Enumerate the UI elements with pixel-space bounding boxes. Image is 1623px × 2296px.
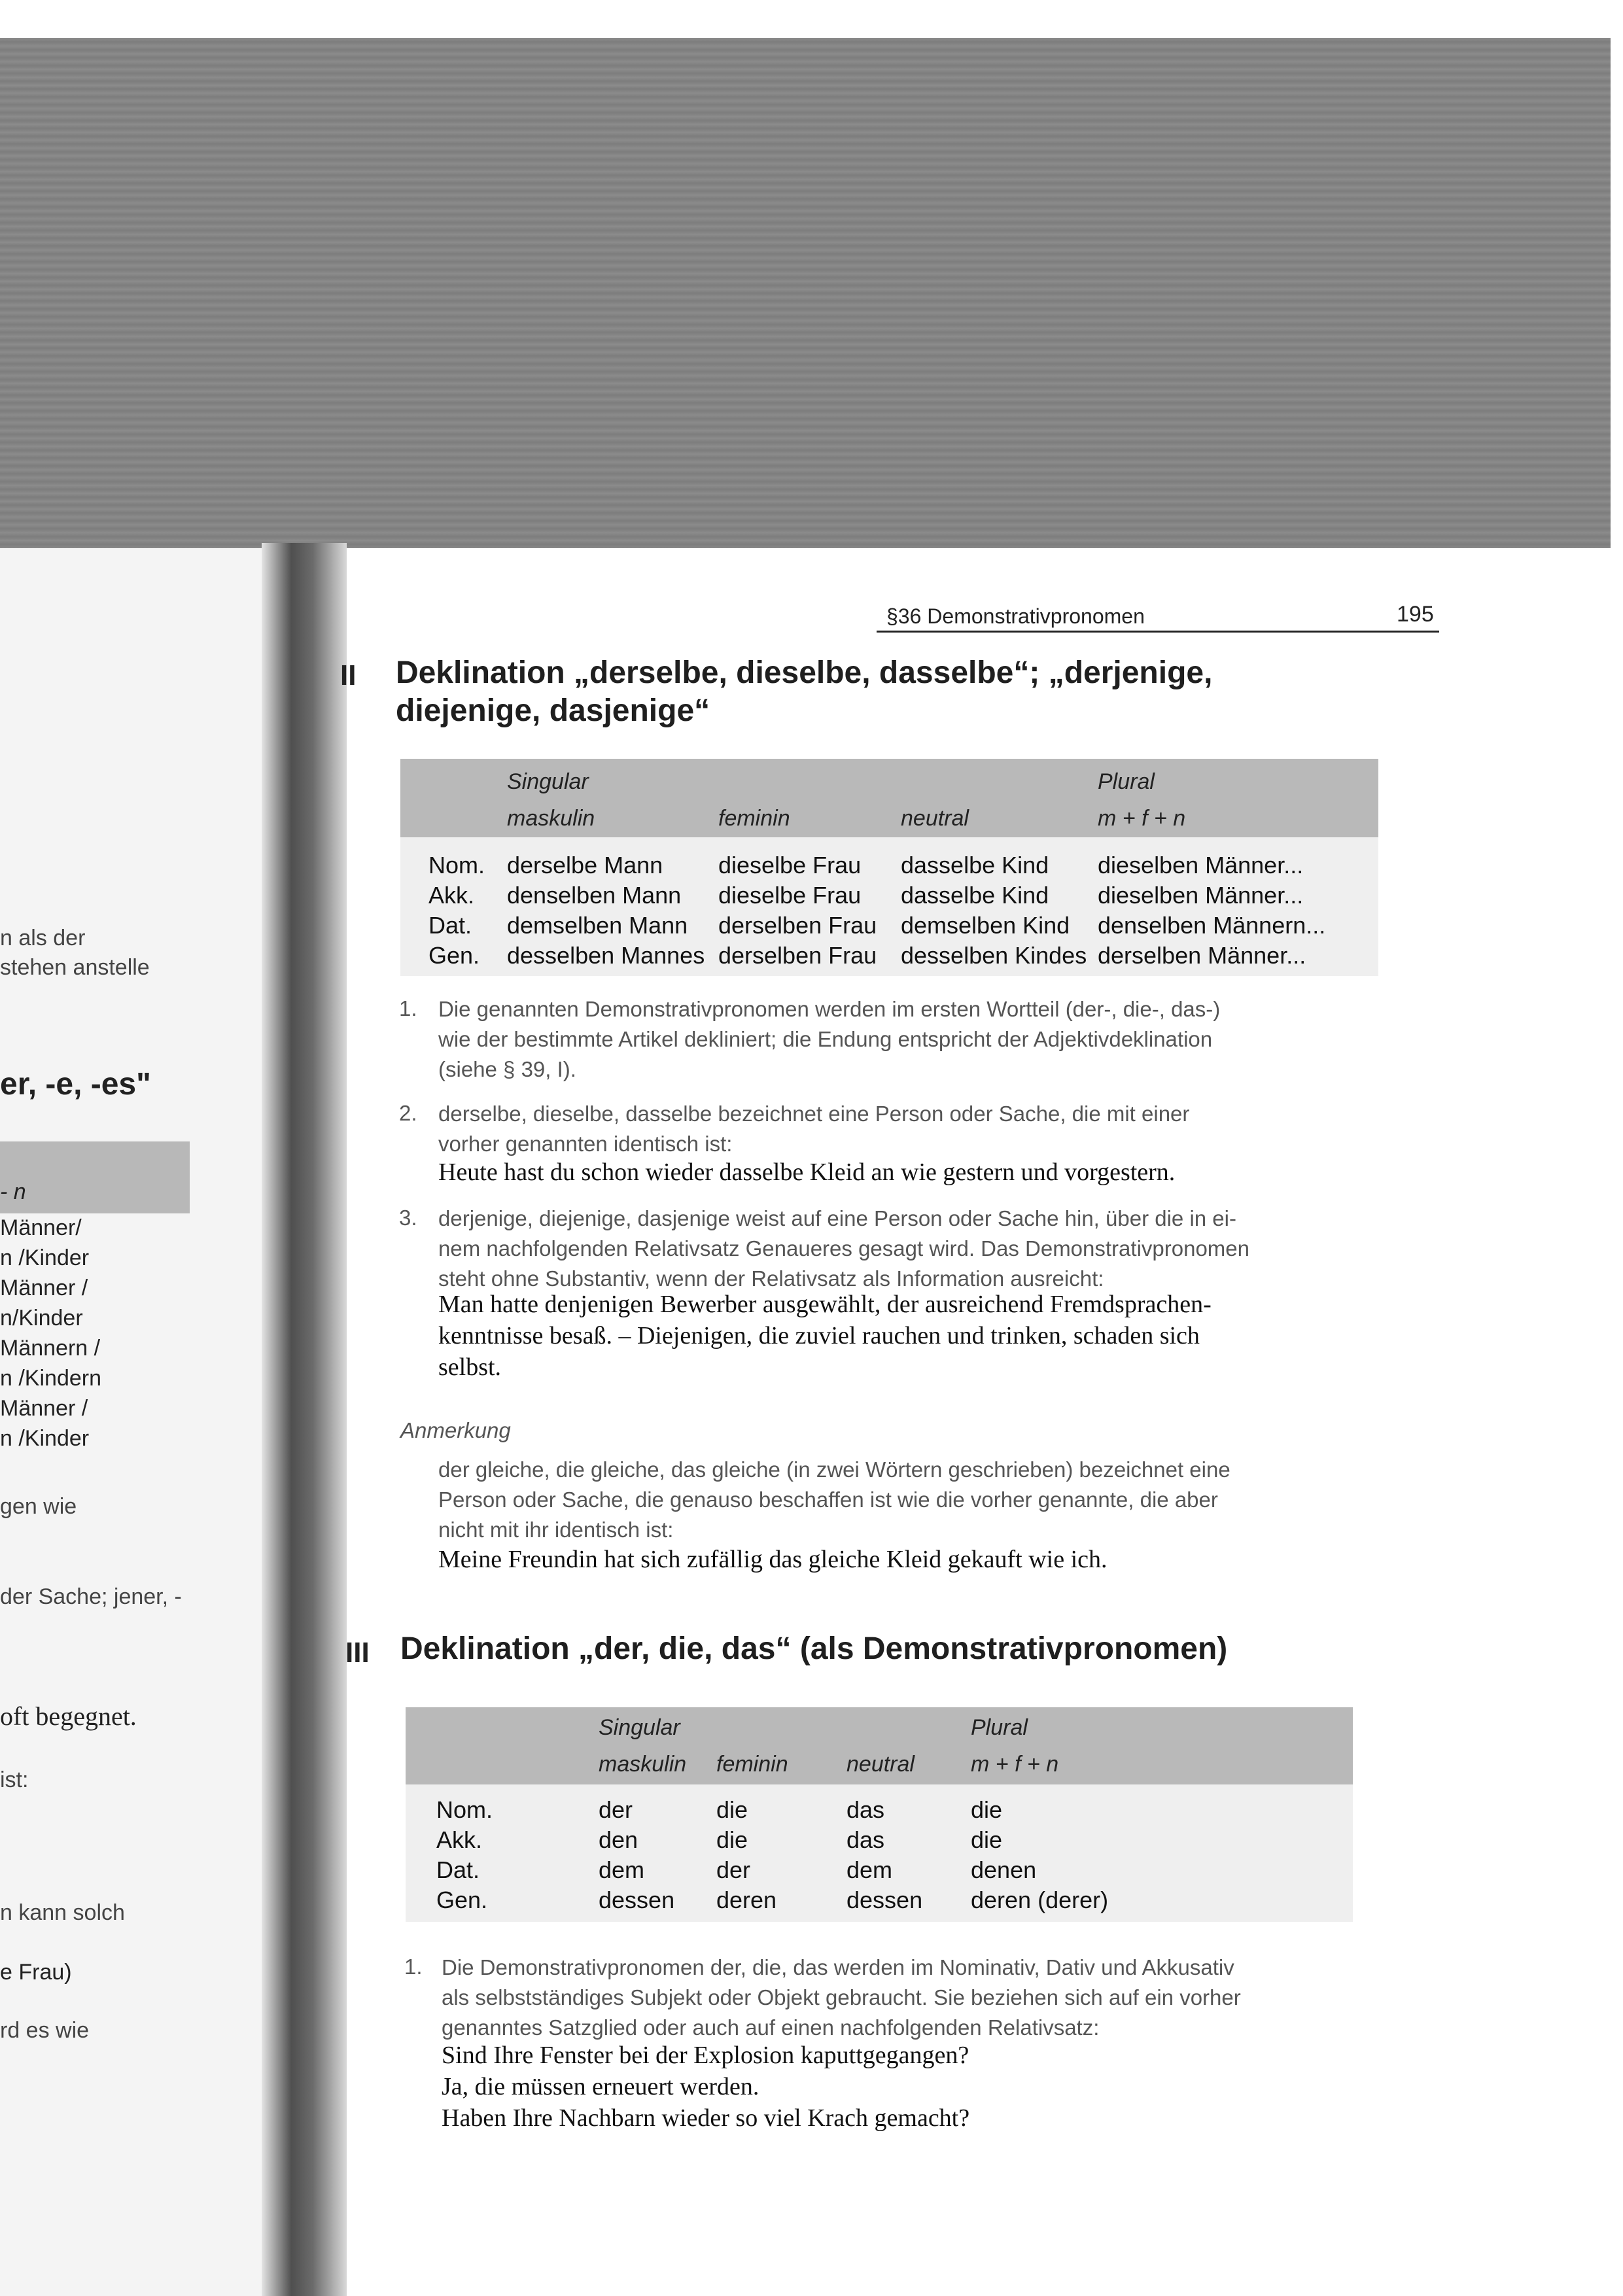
note-text xyxy=(438,994,1220,1085)
left-page-line: n als der xyxy=(0,926,86,950)
singular-label: Singular xyxy=(599,1715,680,1740)
case-label: Dat. xyxy=(428,912,472,939)
left-page-table-line: Männer/ xyxy=(0,1215,82,1240)
table-cell: dasselbe Kind xyxy=(901,852,1049,878)
example-block xyxy=(438,1289,1212,1383)
table-cell: derselben Frau xyxy=(718,912,877,939)
column-header: neutral xyxy=(901,806,969,831)
table-cell: dieselbe Frau xyxy=(718,882,862,909)
left-page-table-line: Männer / xyxy=(0,1396,88,1421)
note-line: der gleiche, die gleiche, das gleiche (in zwei Wörtern geschrieben) bezeichnet eine xyxy=(438,1457,1230,1482)
table-cell: das xyxy=(846,1796,885,1823)
left-page-line: gen wie xyxy=(0,1494,77,1519)
book-gutter xyxy=(262,543,347,2296)
example-sentence: Man hatte denjenigen Bewerber ausgewählt, der ausreichend Fremdsprachen- xyxy=(438,1291,1212,1318)
left-page-line: e Frau) xyxy=(0,1960,72,1985)
table-cell: dem xyxy=(846,1856,893,1883)
left-page-table-line: n /Kinder xyxy=(0,1245,90,1270)
note-line: nicht mit ihr identisch ist: xyxy=(438,1518,674,1542)
section-number: III xyxy=(345,1637,370,1669)
table-cell: dessen xyxy=(599,1887,675,1913)
left-page-table-line: n /Kinder xyxy=(0,1426,90,1451)
table-cell: dieselben Männer... xyxy=(1098,882,1304,909)
example-sentence: Heute hast du schon wieder dasselbe Kleid an wie gestern und vorgestern. xyxy=(438,1158,1176,1186)
scan-margin-top xyxy=(0,0,1623,38)
left-page-table-line: Männer / xyxy=(0,1276,88,1300)
note-line: nem nachfolgenden Relativsatz Genaueres gesagt wird. Das Demonstrativpronomen xyxy=(438,1236,1249,1261)
column-header: m + f + n xyxy=(1098,806,1186,831)
left-page-table-label: - n xyxy=(0,1179,26,1204)
left-page-line: rd es wie xyxy=(0,2018,90,2043)
column-header: m + f + n xyxy=(971,1752,1059,1777)
table-cell: die xyxy=(971,1796,1003,1823)
table-cell: derselbe Mann xyxy=(507,852,663,878)
note-text xyxy=(438,1099,1189,1159)
left-page-table-line: n/Kinder xyxy=(0,1306,83,1331)
table-cell: denen xyxy=(971,1856,1037,1883)
column-header: feminin xyxy=(718,806,790,831)
table-cell: dieselbe Frau xyxy=(718,852,862,878)
table-cell: den xyxy=(599,1826,638,1853)
left-page-line: oft begegnet. xyxy=(0,1701,137,1731)
case-label: Dat. xyxy=(436,1856,480,1883)
note-line: als selbstständiges Subjekt oder Objekt gebraucht. Sie beziehen sich auf ein vorher xyxy=(442,1985,1241,2009)
table-cell: deren xyxy=(716,1887,777,1913)
table-cell: derselben Männer... xyxy=(1098,942,1306,969)
section-title xyxy=(396,654,1212,730)
table-cell: denselben Männern... xyxy=(1098,912,1326,939)
table-cell: dem xyxy=(599,1856,645,1883)
singular-label: Singular xyxy=(507,769,589,794)
section-number: II xyxy=(340,659,357,691)
section-title: Deklination „der, die, das“ (als Demonstrativpronomen) xyxy=(400,1631,1228,1666)
table-cell: die xyxy=(716,1796,748,1823)
left-page-line: stehen anstelle xyxy=(0,955,150,980)
note-text xyxy=(438,1204,1249,1294)
case-label: Akk. xyxy=(428,882,475,909)
plural-label: Plural xyxy=(1098,769,1155,794)
note-line: vorher genannten identisch ist: xyxy=(438,1132,733,1156)
anmerkung-text xyxy=(438,1455,1230,1545)
note-text xyxy=(442,1953,1241,2043)
anmerkung-label: Anmerkung xyxy=(400,1418,511,1442)
running-title: §36 Demonstrativpronomen xyxy=(886,604,1145,628)
table-cell: die xyxy=(716,1826,748,1853)
table-cell: das xyxy=(846,1826,885,1853)
example-sentence: Sind Ihre Fenster bei der Explosion kaputtgegangen? xyxy=(442,2042,969,2069)
left-page-table-line: Männern / xyxy=(0,1336,101,1361)
table-cell: deren (derer) xyxy=(971,1887,1109,1913)
section-title-line: Deklination „derselbe, dieselbe, dasselbe“; „derjenige, xyxy=(396,655,1213,690)
note-line: wie der bestimmte Artikel dekliniert; die Endung entspricht der Adjektivdeklination xyxy=(438,1027,1213,1051)
column-header: maskulin xyxy=(507,806,595,831)
example-sentence: kenntnisse besaß. – Diejenigen, die zuviel rauchen und trinken, schaden sich xyxy=(438,1322,1200,1349)
note-line: Die genannten Demonstrativpronomen werden im ersten Wortteil (der-, die-, das-) xyxy=(438,997,1221,1021)
table-cell: derselben Frau xyxy=(718,942,877,969)
note-number: 1. xyxy=(404,1955,423,1979)
left-page-line: ist: xyxy=(0,1767,29,1792)
column-header: feminin xyxy=(716,1752,788,1777)
example-sentence: Ja, die müssen erneuert werden. xyxy=(442,2073,759,2100)
note-number: 3. xyxy=(399,1206,417,1230)
section-title-line: diejenige, dasjenige“ xyxy=(396,693,710,728)
left-page-line: n kann solch xyxy=(0,1900,125,1925)
case-label: Gen. xyxy=(428,942,480,969)
table-cell: dessen xyxy=(846,1887,923,1913)
column-header: maskulin xyxy=(599,1752,687,1777)
note-line: genanntes Satzglied oder auch auf einen nachfolgenden Relativsatz: xyxy=(442,2015,1100,2040)
note-line: steht ohne Substantiv, wenn der Relativsatz als Information ausreicht: xyxy=(438,1266,1104,1291)
example-sentence: Haben Ihre Nachbarn wieder so viel Krach gemacht? xyxy=(442,2104,970,2132)
scan-margin-right xyxy=(1611,0,1623,2296)
table-cell: denselben Mann xyxy=(507,882,682,909)
case-label: Nom. xyxy=(436,1796,493,1823)
table-cell: dieselben Männer... xyxy=(1098,852,1304,878)
table-cell: die xyxy=(971,1826,1003,1853)
table-cell: demselben Mann xyxy=(507,912,688,939)
example-block xyxy=(442,2040,969,2134)
table-cell: desselben Mannes xyxy=(507,942,705,969)
note-line: (siehe § 39, I). xyxy=(438,1057,576,1081)
example-sentence: selbst. xyxy=(438,1353,502,1381)
plural-label: Plural xyxy=(971,1715,1028,1740)
left-page-heading: er, -e, -es" xyxy=(0,1067,151,1102)
table-cell: demselben Kind xyxy=(901,912,1070,939)
note-line: derselbe, dieselbe, dasselbe bezeichnet eine Person oder Sache, die mit einer xyxy=(438,1102,1190,1126)
header-rule xyxy=(877,631,1439,633)
case-label: Nom. xyxy=(428,852,485,878)
left-page-table-line: n /Kindern xyxy=(0,1366,101,1391)
table-cell: der xyxy=(599,1796,633,1823)
table-cell: desselben Kindes xyxy=(901,942,1087,969)
page-number: 195 xyxy=(1397,602,1434,627)
table-cell: dasselbe Kind xyxy=(901,882,1049,909)
note-line: derjenige, diejenige, dasjenige weist auf eine Person oder Sache hin, über die in ei- xyxy=(438,1206,1236,1230)
case-label: Gen. xyxy=(436,1887,488,1913)
case-label: Akk. xyxy=(436,1826,483,1853)
note-number: 1. xyxy=(399,996,417,1020)
scanner-shadow-band xyxy=(0,38,1616,548)
note-number: 2. xyxy=(399,1101,417,1125)
example-sentence: Meine Freundin hat sich zufällig das gleiche Kleid gekauft wie ich. xyxy=(438,1546,1108,1573)
left-page-line: der Sache; jener, - xyxy=(0,1584,182,1609)
table-cell: der xyxy=(716,1856,751,1883)
note-line: Die Demonstrativpronomen der, die, das werden im Nominativ, Dativ und Akkusativ xyxy=(442,1955,1234,1979)
note-line: Person oder Sache, die genauso beschaffen ist wie die vorher genannte, die aber xyxy=(438,1487,1218,1512)
column-header: neutral xyxy=(846,1752,915,1777)
